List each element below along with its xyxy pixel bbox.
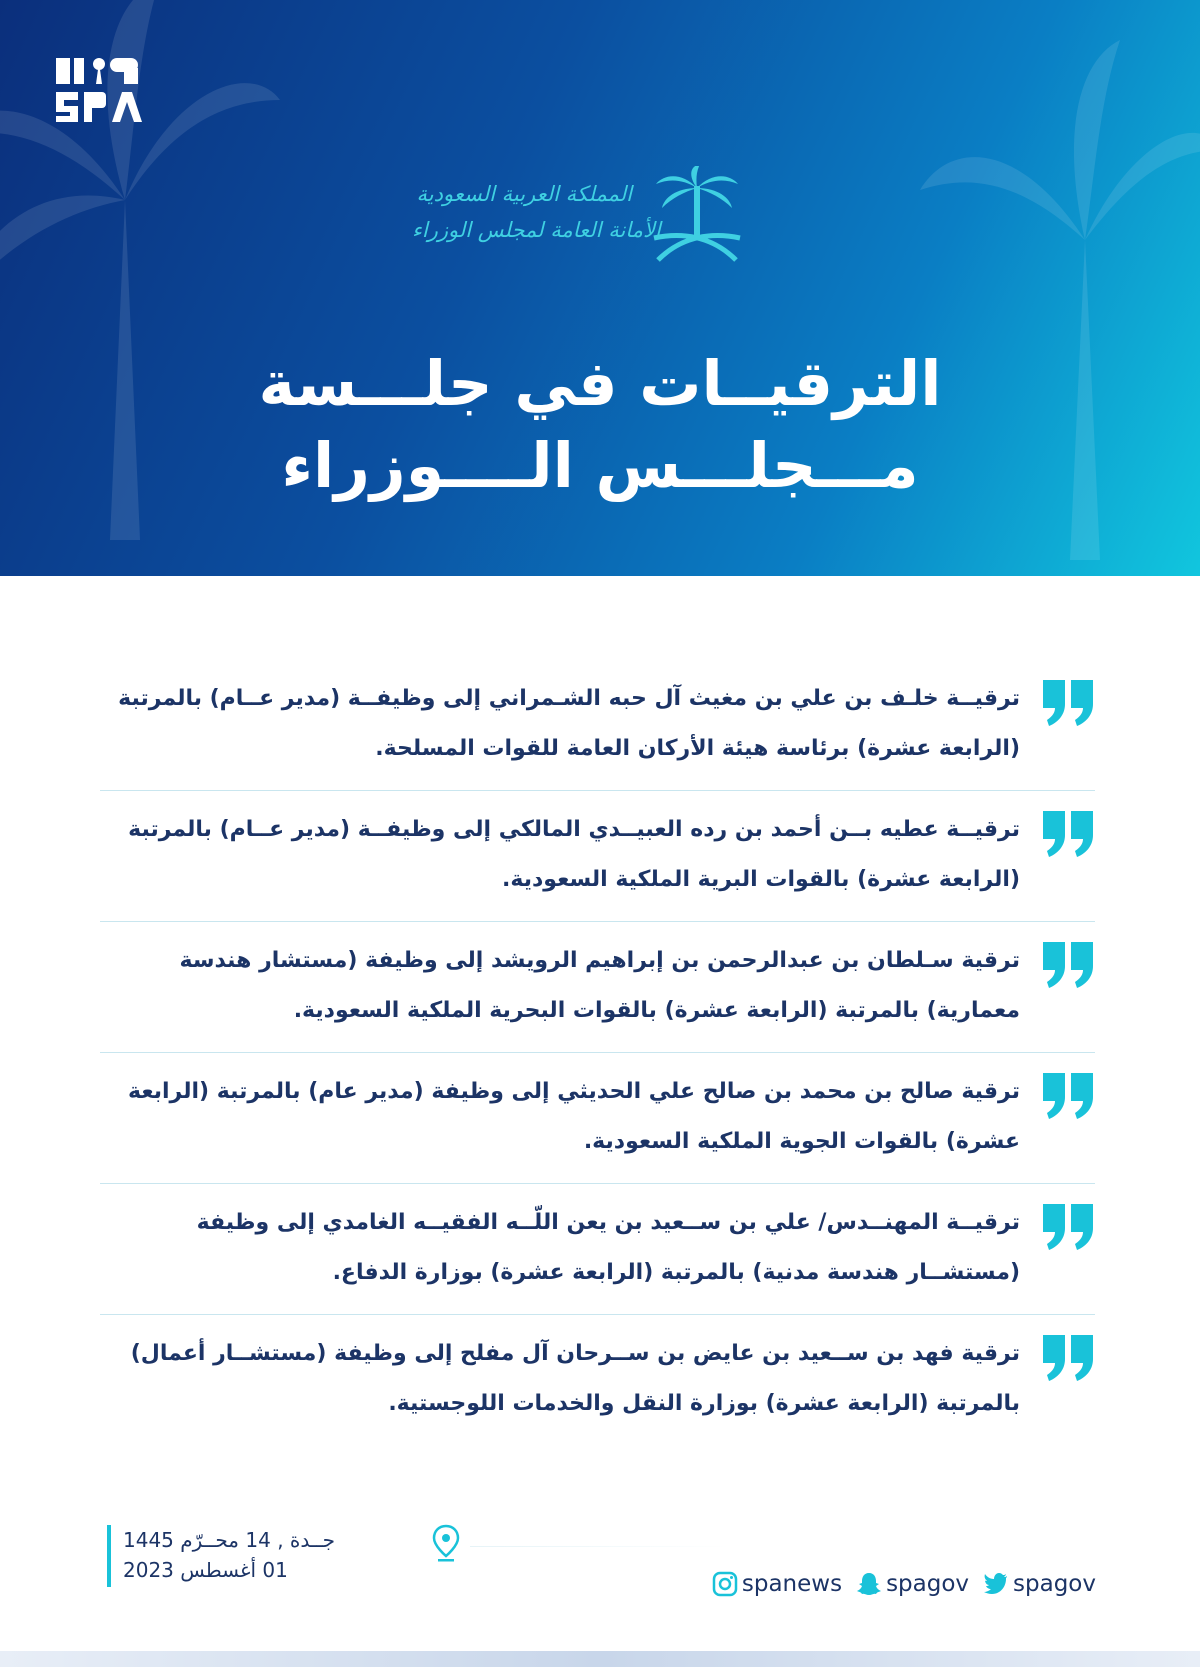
social-instagram[interactable] [712, 1571, 842, 1597]
item-text: ترقيــة عطيه بــن أحمد بن رده العبيــدي المالكي إلى وظيفــة (مدير عــام) بالمرتبة (الرابعة عشرة) بالقوات البرية الملكية السعودية. [128, 817, 1020, 892]
list-item [100, 660, 1095, 791]
instagram-icon [712, 1571, 738, 1597]
quote-icon [1041, 942, 1095, 990]
quote-icon [1041, 1073, 1095, 1121]
item-text: ترقيــة خلـف بن علي بن مغيث آل حبه الشـمراني إلى وظيفــة (مدير عــام) بالمرتبة (الرابعة عشرة) برئاسة هيئة الأركان العامة للقوات المسلحة. [118, 686, 1020, 761]
emblem-text-line-2: الأمانة العامة لمجلس الوزراء [412, 218, 661, 242]
quote-icon [1041, 811, 1095, 859]
quote-icon [1041, 1204, 1095, 1252]
date-block [107, 1525, 387, 1587]
page-title-line-2: مـــجلـــس الــــوزراء [281, 429, 919, 502]
item-text: ترقية فهد بن ســعيد بن عايض بن ســرحان آل مفلح إلى وظيفة (مستشــار أعمال) بالمرتبة (الرابعة عشرة) بوزارة النقل والخدمات اللوجستية. [130, 1341, 1020, 1416]
snapchat-icon [856, 1571, 882, 1597]
date-gregorian: 01 أغسطس 2023 [123, 1558, 288, 1582]
social-handle: spagov [886, 1571, 970, 1597]
location-pin-icon [432, 1524, 460, 1562]
ministry-emblem [412, 166, 742, 266]
list-item [100, 1184, 1095, 1315]
item-text: ترقية سـلطان بن عبدالرحمن بن إبراهيم الرويشد إلى وظيفة (مستشار هندسة معمارية) بالمرتبة (الرابعة عشرة) بالقوات البحرية الملكية السعودية. [179, 948, 1020, 1023]
social-twitter[interactable] [983, 1571, 1096, 1597]
list-item [100, 1315, 1095, 1445]
quote-icon [1041, 680, 1095, 728]
footer-divider [470, 1546, 730, 1547]
emblem-text-line-1: المملكة العربية السعودية [416, 182, 632, 206]
twitter-icon [983, 1571, 1009, 1597]
bottom-bar [0, 1651, 1200, 1667]
page-title-line-1: الترقيــات في جلـــسة [258, 347, 942, 420]
spa-logo [56, 58, 142, 122]
palm-swords-icon [652, 166, 742, 266]
header-banner [0, 0, 1200, 576]
promotions-list [100, 660, 1095, 1445]
social-snapchat[interactable] [856, 1571, 969, 1597]
social-links [732, 1566, 1096, 1602]
date-hijri: جــدة , 14 محــرّم 1445 [123, 1528, 335, 1552]
list-item [100, 922, 1095, 1053]
quote-icon [1041, 1335, 1095, 1383]
social-handle: spanews [741, 1571, 843, 1597]
list-item [100, 791, 1095, 922]
item-text: ترقية صالح بن محمد بن صالح علي الحديثي إلى وظيفة (مدير عام) بالمرتبة (الرابعة عشرة) بالقوات الجوية الملكية السعودية. [127, 1079, 1020, 1154]
list-item [100, 1053, 1095, 1184]
item-text: ترقيــة المهنــدس/ علي بن ســعيد بن يعن اللّــه الفقيــه الغامدي إلى وظيفة (مستشــار هندسة مدنية) بالمرتبة (الرابعة عشرة) بوزارة الدفاع. [196, 1210, 1020, 1285]
social-handle: spagov [1013, 1571, 1096, 1597]
